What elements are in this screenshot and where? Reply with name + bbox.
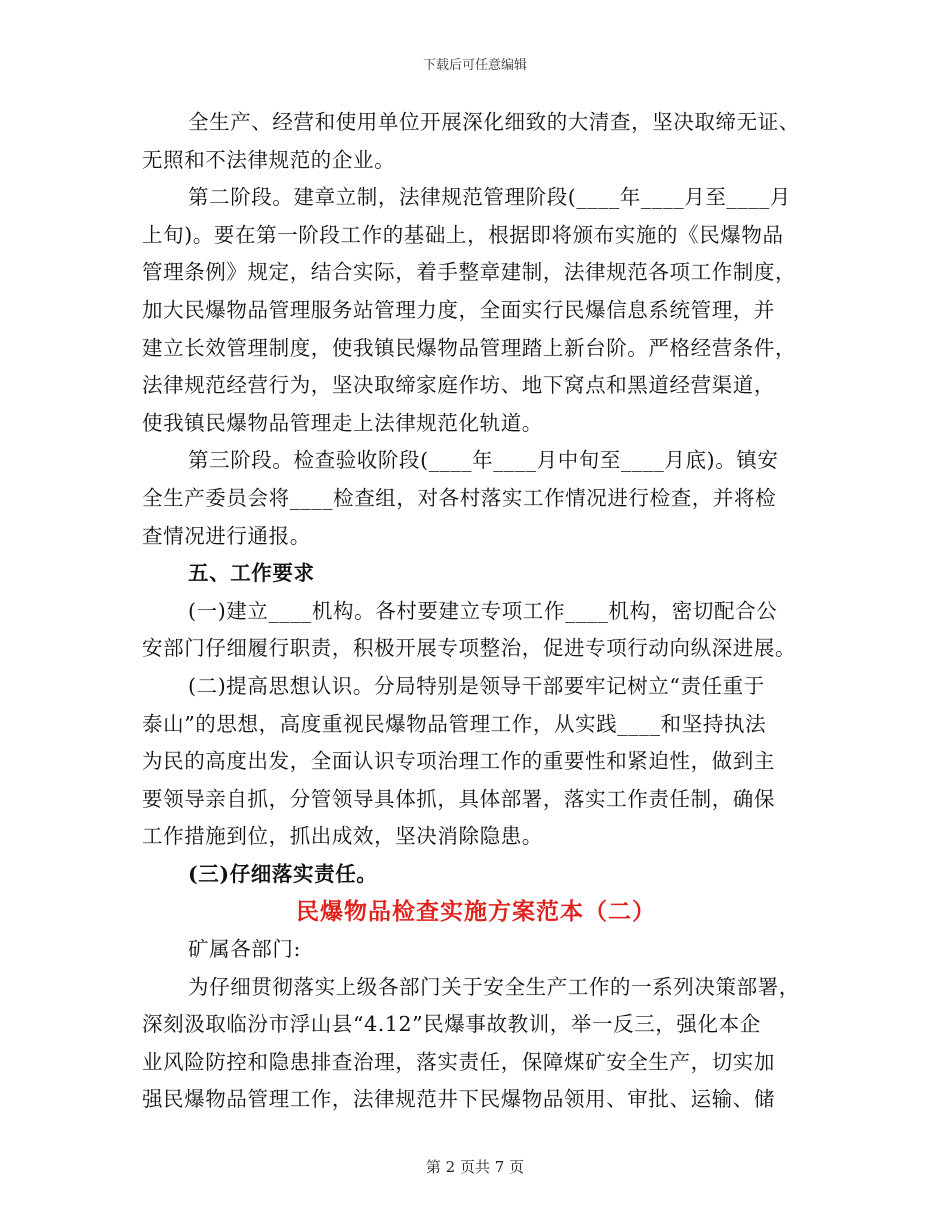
text-line: 矿属各部门: [188, 937, 302, 962]
text-line: 上旬)。要在第一阶段工作的基础上，根据即将颁布实施的《民爆物品 [142, 222, 784, 247]
page-header: 下载后可任意编辑 [422, 58, 527, 73]
document-body [142, 104, 810, 1119]
text-line: 为民的高度出发，全面认识专项治理工作的重要性和紧迫性，做到主 [142, 749, 775, 774]
text-line: 管理条例》规定，结合实际，着手整章建制，法律规范各项工作制度， [142, 260, 797, 285]
text-line: 加大民爆物品管理服务站管理力度，全面实行民爆信息系统管理，并 [142, 297, 775, 322]
text-line: 全生产、经营和使用单位开展深化细致的大清查，坚决取缔无证、 [188, 110, 800, 134]
text-line: 使我镇民爆物品管理走上法律规范化轨道。 [142, 410, 543, 435]
text-line: 业风险防控和隐患排查治理，落实责任，保障煤矿安全生产，切实加 [142, 1049, 775, 1074]
section-heading: (三)仔细落实责任。 [188, 861, 378, 886]
text-line: 全生产委员会将____检查组，对各村落实工作情况进行检查，并将检 [142, 485, 777, 510]
text-line: (一)建立____机构。各村要建立专项工作____机构，密切配合公 [188, 598, 778, 623]
text-line: (二)提高思想认识。分局特别是领导干部要牢记树立“责任重于 [188, 673, 765, 698]
page-footer: 第 2 页共 7 页 [425, 1158, 525, 1176]
text-line: 第三阶段。检查验收阶段(____年____月中旬至____月底)。镇安 [188, 448, 779, 473]
text-line: 第二阶段。建章立制，法律规范管理阶段(____年____月至____月 [188, 185, 791, 210]
text-line: 强民爆物品管理工作，法律规范井下民爆物品领用、审批、运输、储 [142, 1087, 775, 1112]
text-line: 建立长效管理制度，使我镇民爆物品管理踏上新台阶。严格经营条件， [142, 335, 797, 360]
section-title: 民爆物品检查实施方案范本（二） [296, 898, 656, 926]
text-line: 无照和不法律规范的企业。 [142, 147, 396, 172]
text-line: 要领导亲自抓，分管领导具体抓，具体部署，落实工作责任制，确保 [142, 786, 775, 811]
text-line: 泰山”的思想，高度重视民爆物品管理工作，从实践____和坚持执法 [142, 711, 767, 736]
text-line: 为仔细贯彻落实上级各部门关于安全生产工作的一系列决策部署， [188, 974, 800, 999]
section-heading: 五、工作要求 [188, 561, 315, 586]
text-line: 法律规范经营行为，坚决取缔家庭作坊、地下窝点和黑道经营渠道， [142, 373, 775, 398]
text-line: 深刻汲取临汾市浮山县“4.12”民爆事故教训，举一反三，强化本企 [142, 1012, 761, 1037]
text-line: 查情况进行通报。 [142, 523, 311, 548]
text-line: 安部门仔细履行职责，积极开展专项整治，促进专项行动向纵深进展。 [142, 636, 797, 661]
text-line: 工作措施到位，抓出成效，坚决消除隐患。 [142, 824, 543, 849]
